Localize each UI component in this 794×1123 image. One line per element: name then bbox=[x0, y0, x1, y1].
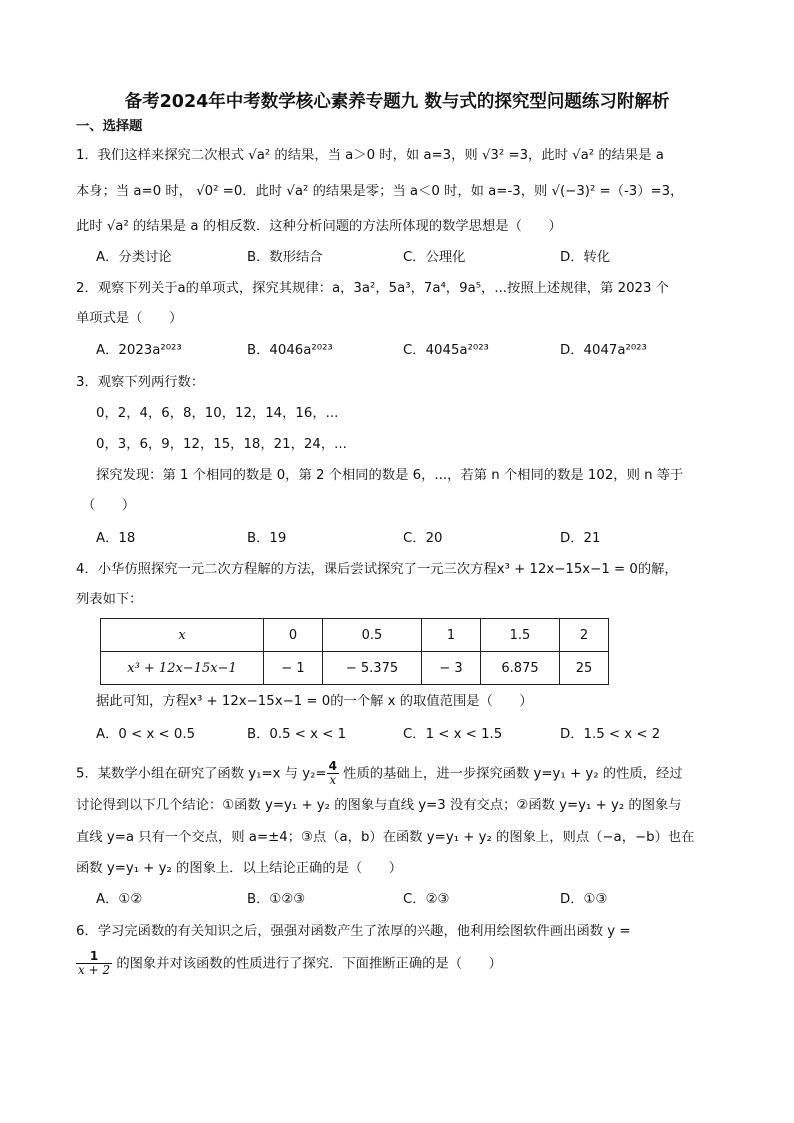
q4-line3: 据此可知，方程x³ + 12x−15x−1 = 0的一个解 x 的取值范围是（ ） bbox=[96, 694, 533, 709]
q5-option-a: A．①② bbox=[96, 892, 143, 907]
document-title: 备考2024年中考数学核心素养专题九 数与式的探究型问题练习附解析 bbox=[124, 92, 670, 112]
table-cell: − 3 bbox=[422, 652, 481, 685]
q5-line1-end: 性质的基础上，进一步探究函数 y=y₁ + y₂ 的性质，经过 bbox=[343, 766, 683, 782]
q1-option-c: C．公理化 bbox=[403, 250, 466, 265]
q3-option-d: D．21 bbox=[560, 531, 601, 546]
fraction-denominator: x + 2 bbox=[78, 963, 111, 977]
q3-option-b: B．19 bbox=[247, 531, 287, 546]
q2-option-c: C．4045a²⁰²³ bbox=[403, 343, 489, 358]
fraction-denominator: x bbox=[329, 773, 337, 787]
q6-line2-text: 的图象并对该函数的性质进行了探究．下面推断正确的是（ ） bbox=[116, 956, 502, 972]
fraction-4-over-x bbox=[327, 760, 339, 787]
q3-line3: （ ） bbox=[82, 498, 136, 513]
table-cell: − 1 bbox=[264, 652, 323, 685]
q2-option-d: D．4047a²⁰²³ bbox=[560, 343, 647, 358]
table-cell: 0.5 bbox=[323, 619, 422, 652]
q4-option-c: C．1 < x < 1.5 bbox=[403, 727, 503, 742]
q3-row2: 0，3，6，9，12，15，18，21，24，... bbox=[96, 437, 347, 452]
q4-option-a: A．0 < x < 0.5 bbox=[96, 727, 196, 742]
q5-option-d: D．①③ bbox=[560, 892, 608, 907]
table-cell: 1 bbox=[422, 619, 481, 652]
q2-option-b: B．4046a²⁰²³ bbox=[247, 343, 333, 358]
q5-line3: 直线 y=a 只有一个交点，则 a=±4；③点（a，b）在函数 y=y₁ + y₂ 的图象上，则点（−a，−b）也在 bbox=[76, 830, 695, 845]
q1-option-a: A．分类讨论 bbox=[96, 250, 172, 265]
q4-option-d: D．1.5 < x < 2 bbox=[560, 727, 661, 742]
q3-row1: 0，2，4，6，8，10，12，14，16，... bbox=[96, 406, 339, 421]
section-heading: 一、选择题 bbox=[76, 119, 143, 134]
q5-line2: 讨论得到以下几个结论：①函数 y=y₁ + y₂ 的图象与直线 y=3 没有交点；②函数 y=y₁ + y₂ 的图象与 bbox=[76, 798, 682, 813]
table-cell: 1.5 bbox=[481, 619, 560, 652]
table-cell: 0 bbox=[264, 619, 323, 652]
q2-option-a: A．2023a²⁰²³ bbox=[96, 343, 182, 358]
fraction-numerator: 4 bbox=[328, 759, 337, 773]
q3-line1: 3．观察下列两行数： bbox=[76, 375, 205, 390]
values-table bbox=[100, 618, 609, 685]
fraction-1-over-x-plus-2 bbox=[76, 950, 112, 977]
table-cell: 2 bbox=[560, 619, 609, 652]
table-cell: x bbox=[101, 619, 264, 652]
q3-line2: 探究发现：第 1 个相同的数是 0，第 2 个相同的数是 6，...，若第 n 个相同的数是 102，则 n 等于 bbox=[96, 468, 684, 483]
fraction-numerator: 1 bbox=[76, 950, 112, 964]
q4-option-b: B．0.5 < x < 1 bbox=[247, 727, 347, 742]
table-cell: 25 bbox=[560, 652, 609, 685]
q1-option-d: D．转化 bbox=[560, 250, 611, 265]
q1-line3: 此时 √a² 的结果是 a 的相反数．这种分析问题的方法所体现的数学思想是（ ） bbox=[76, 219, 562, 234]
q6-line1: 6．学习完函数的有关知识之后，强强对函数产生了浓厚的兴趣，他利用绘图软件画出函数 y = bbox=[76, 924, 631, 939]
q1-option-b: B．数形结合 bbox=[247, 250, 323, 265]
table-cell: − 5.375 bbox=[323, 652, 422, 685]
table-cell: 6.875 bbox=[481, 652, 560, 685]
table-row bbox=[101, 652, 609, 685]
table-cell: x³ + 12x−15x−1 bbox=[101, 652, 264, 685]
q3-option-a: A．18 bbox=[96, 531, 136, 546]
q5-option-c: C．②③ bbox=[403, 892, 450, 907]
q5-line1-start: 5．某数学小组在研究了函数 y₁=x 与 y₂= bbox=[76, 766, 327, 782]
q5-option-b: B．①②③ bbox=[247, 892, 306, 907]
q2-line2: 单项式是（ ） bbox=[76, 311, 183, 326]
q5-line4: 函数 y=y₁ + y₂ 的图象上．以上结论正确的是（ ） bbox=[76, 861, 403, 876]
q3-option-c: C．20 bbox=[403, 531, 443, 546]
q4-line1: 4．小华仿照探究一元二次方程解的方法，课后尝试探究了一元三次方程x³ + 12x−15x−1 = 0的解， bbox=[76, 562, 678, 577]
q6-line2 bbox=[76, 950, 502, 977]
q1-line1: 1．我们这样来探究二次根式 √a² 的结果，当 a＞0 时，如 a=3，则 √3² =3，此时 √a² 的结果是 a bbox=[76, 148, 664, 163]
q2-line1: 2．观察下列关于a的单项式，探究其规律：a，3a²，5a³，7a⁴，9a⁵，...按照上述规律，第 2023 个 bbox=[76, 281, 669, 296]
q1-line2: 本身；当 a=0 时， √0² =0．此时 √a² 的结果是零；当 a＜0 时，如 a=-3，则 √(−3)² =（-3）=3， bbox=[76, 184, 684, 199]
q4-line2: 列表如下： bbox=[76, 592, 143, 607]
table-row bbox=[101, 619, 609, 652]
q5-line1 bbox=[76, 760, 683, 787]
